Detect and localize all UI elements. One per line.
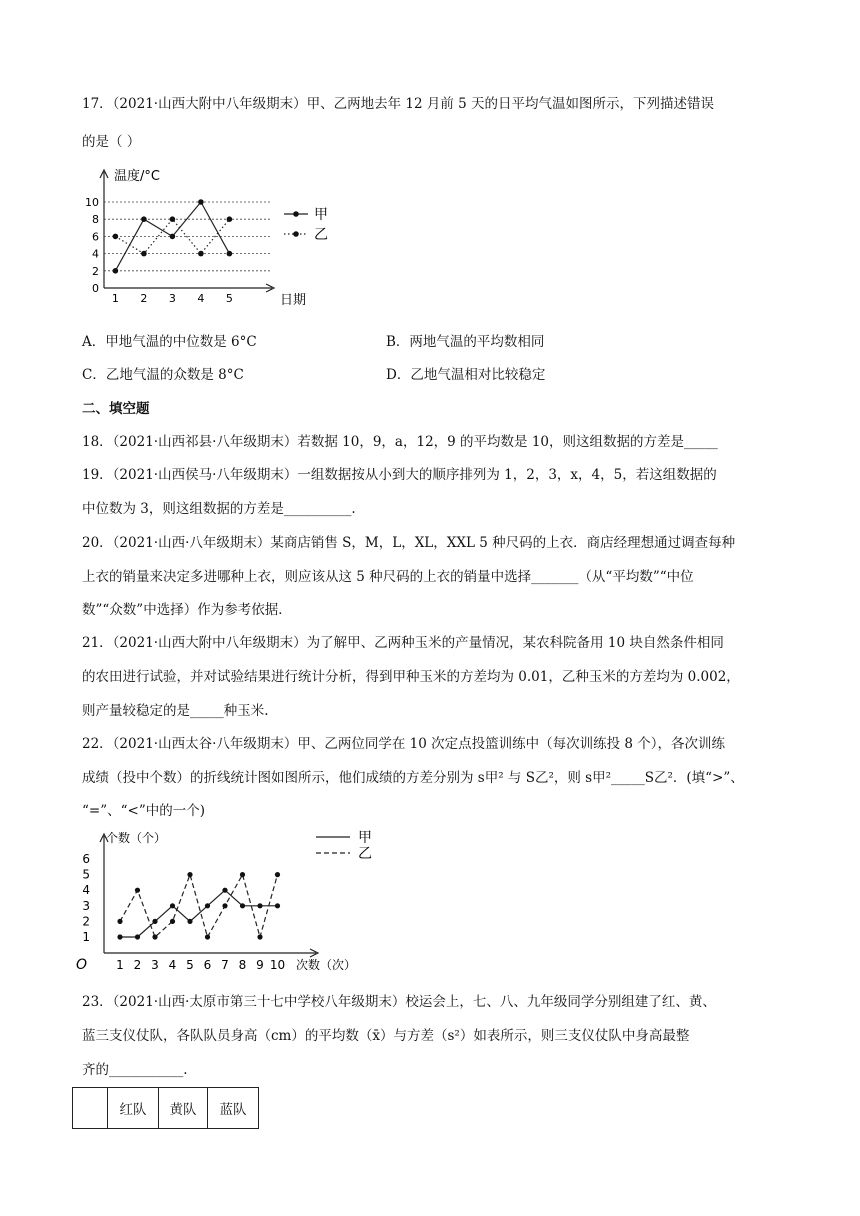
x-tick-label: 8 [238,958,247,972]
x-tick-label: 7 [221,958,229,972]
data-point [135,888,140,893]
y-tick-label: 6 [82,852,90,866]
data-point [198,251,204,257]
q17-line2: 的是（ ） [82,134,141,150]
data-point [275,872,280,877]
data-point [152,934,157,939]
q23-line1: 23．（2021·山西·太原市第三十七中学校八年级期末）校运会上，七、八、九年级同学分别组建了红、黄、 [82,994,716,1010]
data-point [240,903,245,908]
data-point [117,934,122,939]
q18-line1: 18．（2021·山西祁县·八年级期末）若数据 10，9，a，12，9 的平均数是 10，则这组数据的方差是_____ [82,434,718,450]
q23-line2: 蓝三支仪仗队，各队队员身高（cm）的平均数（x̄）与方差（s²）如表所示，则三支仪仗队中身高最整 [82,1028,690,1044]
y-tick-label: 0 [92,282,99,295]
data-point [141,216,147,222]
x-tick-label: 3 [168,292,176,305]
q21-line3: 则产量较稳定的是_____种玉米. [82,703,269,719]
q17-option-c: C．乙地气温的众数是 8°C [82,367,244,383]
data-point [113,268,119,274]
data-point [117,919,122,924]
data-point [170,903,175,908]
x-tick-label: 1 [111,292,119,305]
q20-line2: 上衣的销量来决定多进哪种上衣，则应该从这 5 种尺码的上衣的销量中选择_______（从“平均数”“中位 [82,569,694,585]
y-tick-label: 1 [82,930,90,944]
x-tick-label: 9 [256,958,264,972]
x-tick-label: 6 [203,958,212,972]
data-point [187,872,192,877]
data-point [222,888,227,893]
q17-option-b: B．两地气温的平均数相同 [386,334,545,350]
x-tick-label: 4 [197,292,205,305]
x-tick-label: 5 [225,292,233,305]
data-point [198,199,204,205]
legend-marker [293,231,299,237]
legend-label: 甲 [358,830,372,846]
table-header-cell: 黄队 [159,1088,208,1129]
legend-marker [293,211,299,217]
data-point [170,216,176,222]
x-axis-label: 日期 [280,293,307,308]
q17-option-d: D．乙地气温相对比较稳定 [386,367,546,383]
height-table [72,1087,259,1129]
data-point [205,903,210,908]
data-point [227,216,233,222]
shooting-chart [78,828,378,978]
y-axis-label: 温度/°C [114,169,160,184]
q17-line1: 17．（2021·山西大附中八年级期末）甲、乙两地去年 12 月前 5 天的日平均气温如图所示，下列描述错误 [82,96,715,112]
legend-label: 乙 [358,846,372,862]
q19-line1: 19．（2021·山西侯马·八年级期末）一组数据按从小到大的顺序排列为 1，2，3，x，4，5，若这组数据的 [82,467,717,483]
data-point [240,872,245,877]
q22-line2: 成绩（投中个数）的折线统计图如图所示，他们成绩的方差分别为 s甲² 与 S乙²，则 s甲²_____S乙²．(填“>”、 [82,770,744,786]
q22-line3: “=”、“<”中的一个) [82,803,205,819]
q20-line1: 20．（2021·山西·八年级期末）某商店销售 S，M，L，XL，XXL 5 种尺码的上衣．商店经理想通过调查每种 [82,535,736,551]
y-axis-label: 个数（个） [106,831,167,845]
x-tick-label: 1 [116,958,124,972]
y-tick-label: 3 [82,898,90,913]
x-tick-label: 3 [151,958,159,972]
data-point [257,903,262,908]
y-tick-label: 8 [92,213,99,227]
legend-label: 乙 [314,227,328,243]
data-point [227,251,233,257]
y-tick-label: 5 [82,867,90,882]
y-tick-label: 4 [82,883,90,898]
table-row [73,1088,259,1129]
x-tick-label: 5 [186,958,194,972]
data-point [170,919,175,924]
data-point [222,903,227,908]
y-tick-label: 2 [82,914,90,929]
data-point [187,919,192,924]
q22-line1: 22．（2021·山西太谷·八年级期末）甲、乙两位同学在 10 次定点投篮训练中（每次训练投 8 个），各次训练 [82,736,726,752]
x-tick-label: 4 [168,958,177,972]
y-tick-label: 4 [92,247,99,261]
table-header-cell: 红队 [108,1088,159,1129]
data-point [257,934,262,939]
table-header-cell [73,1088,108,1129]
origin-label: O [76,957,88,973]
table-header-cell: 蓝队 [208,1088,259,1129]
x-tick-label: 2 [140,292,148,305]
data-point [113,234,119,240]
data-point [170,234,176,240]
y-tick-label: 10 [85,196,99,209]
data-point [205,934,210,939]
section-title: 二、填空题 [82,401,150,417]
q21-line2: 的农田进行试验，并对试验结果进行统计分析，得到甲种玉米的方差均为 0.01，乙种玉米的方差均为 0.002， [82,669,740,685]
data-point [275,903,280,908]
data-point [152,919,157,924]
temperature-chart [86,164,346,314]
data-point [141,251,147,257]
y-tick-label: 2 [92,264,99,278]
x-tick-label: 10 [269,958,286,972]
q21-line1: 21．（2021·山西大附中八年级期末）为了解甲、乙两种玉米的产量情况，某农科院备用 10 块自然条件相同 [82,635,724,651]
legend-label: 甲 [314,207,328,223]
data-point [135,934,140,939]
q17-option-a: A．甲地气温的中位数是 6°C [82,334,257,350]
x-axis-label: 次数（次） [296,958,357,972]
y-tick-label: 6 [92,230,99,244]
q20-line3: 数”“众数”中选择）作为参考依据． [82,602,292,618]
x-tick-label: 2 [133,958,142,972]
q19-line2: 中位数为 3，则这组数据的方差是__________. [82,501,356,517]
q23-line3: 齐的___________. [82,1062,188,1078]
